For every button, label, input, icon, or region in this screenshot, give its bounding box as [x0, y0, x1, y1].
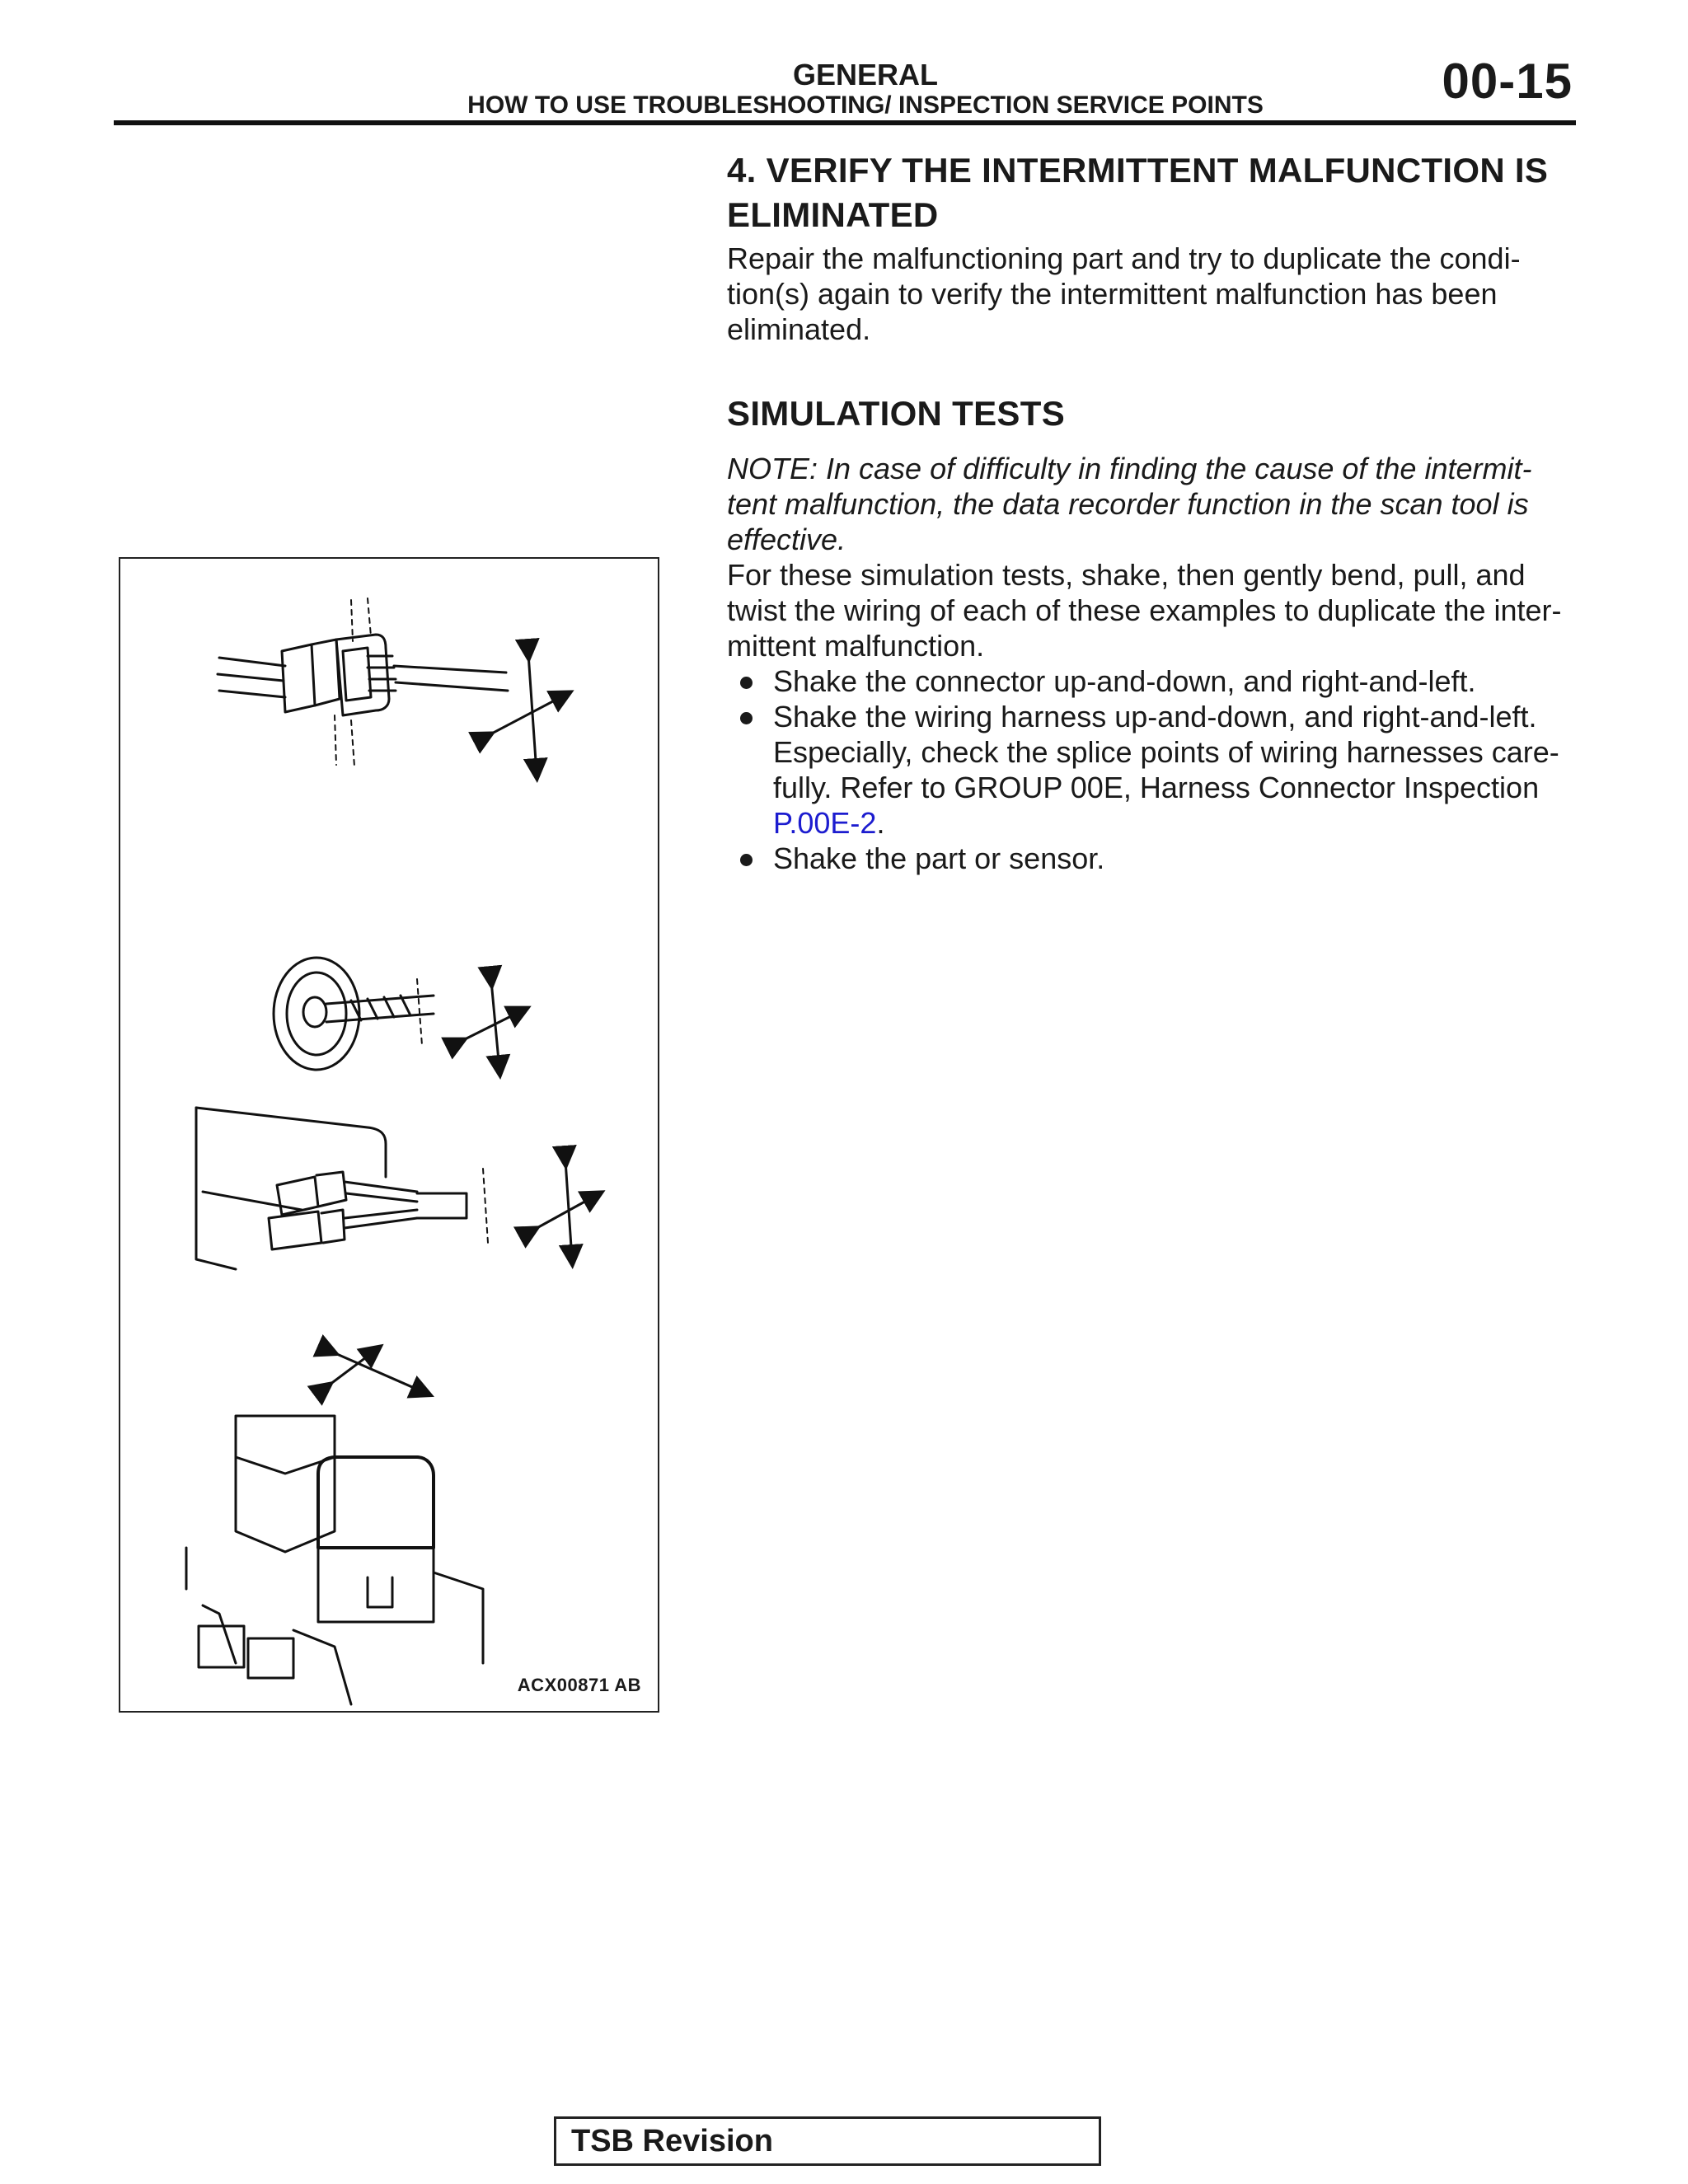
figure-illustration: [120, 559, 658, 1711]
header-section-title: GENERAL: [792, 58, 938, 91]
bullet-dot-icon: [740, 854, 753, 866]
list-item: [727, 841, 1576, 876]
tsb-revision-box: TSB Revision: [554, 2116, 1101, 2166]
header-rule: [114, 120, 1576, 125]
bullet-text: Shake the connector up-and-down, and right-and-left.: [773, 664, 1476, 698]
relay-illustration: [186, 1350, 483, 1704]
list-item: [727, 663, 1576, 699]
simulation-heading: SIMULATION TESTS: [727, 394, 1066, 433]
bullet-dot-icon: [740, 677, 753, 689]
bullet-text: Shake the wiring harness up-and-down, and right-and-left. Especially, check the splice points of wiring harnesses care-fully. Refer to GROUP 00E, Harness Connector Inspection: [773, 700, 1559, 804]
page-number: 00-15: [1442, 54, 1573, 109]
simulation-note: NOTE: In case of difficulty in finding the cause of the intermit-tent malfunction, the data recorder function in the scan tool is effective.: [727, 452, 1532, 556]
verify-paragraph: Repair the malfunctioning part and try to duplicate the condi-tion(s) again to verify the intermittent malfunction has been eliminated.: [727, 241, 1521, 346]
grommet-illustration: [274, 958, 523, 1070]
simulation-test-figure: [119, 557, 659, 1713]
header-subsection-title: HOW TO USE TROUBLESHOOTING/ INSPECTION SERVICE POINTS: [467, 91, 1264, 120]
control-unit-illustration: [196, 1108, 597, 1269]
figure-code: ACX00871 AB: [517, 1675, 641, 1695]
bullet-dot-icon: [740, 712, 753, 724]
bullet-text: Shake the part or sensor.: [773, 841, 1105, 875]
page-header: [363, 58, 1368, 120]
bullet-text-end: .: [876, 806, 885, 840]
simulation-intro: For these simulation tests, shake, then gently bend, pull, and twist the wiring of each of these examples to duplicate the inter-mittent malfunction.: [727, 558, 1562, 663]
verify-heading: 4. VERIFY THE INTERMITTENT MALFUNCTION IS ELIMINATED: [727, 151, 1549, 234]
simulation-bullet-list: [727, 663, 1576, 876]
harness-inspection-link[interactable]: P.00E-2: [773, 806, 877, 840]
list-item: [727, 699, 1576, 841]
connector-illustration: [218, 598, 565, 773]
main-text-column: [727, 148, 1576, 876]
